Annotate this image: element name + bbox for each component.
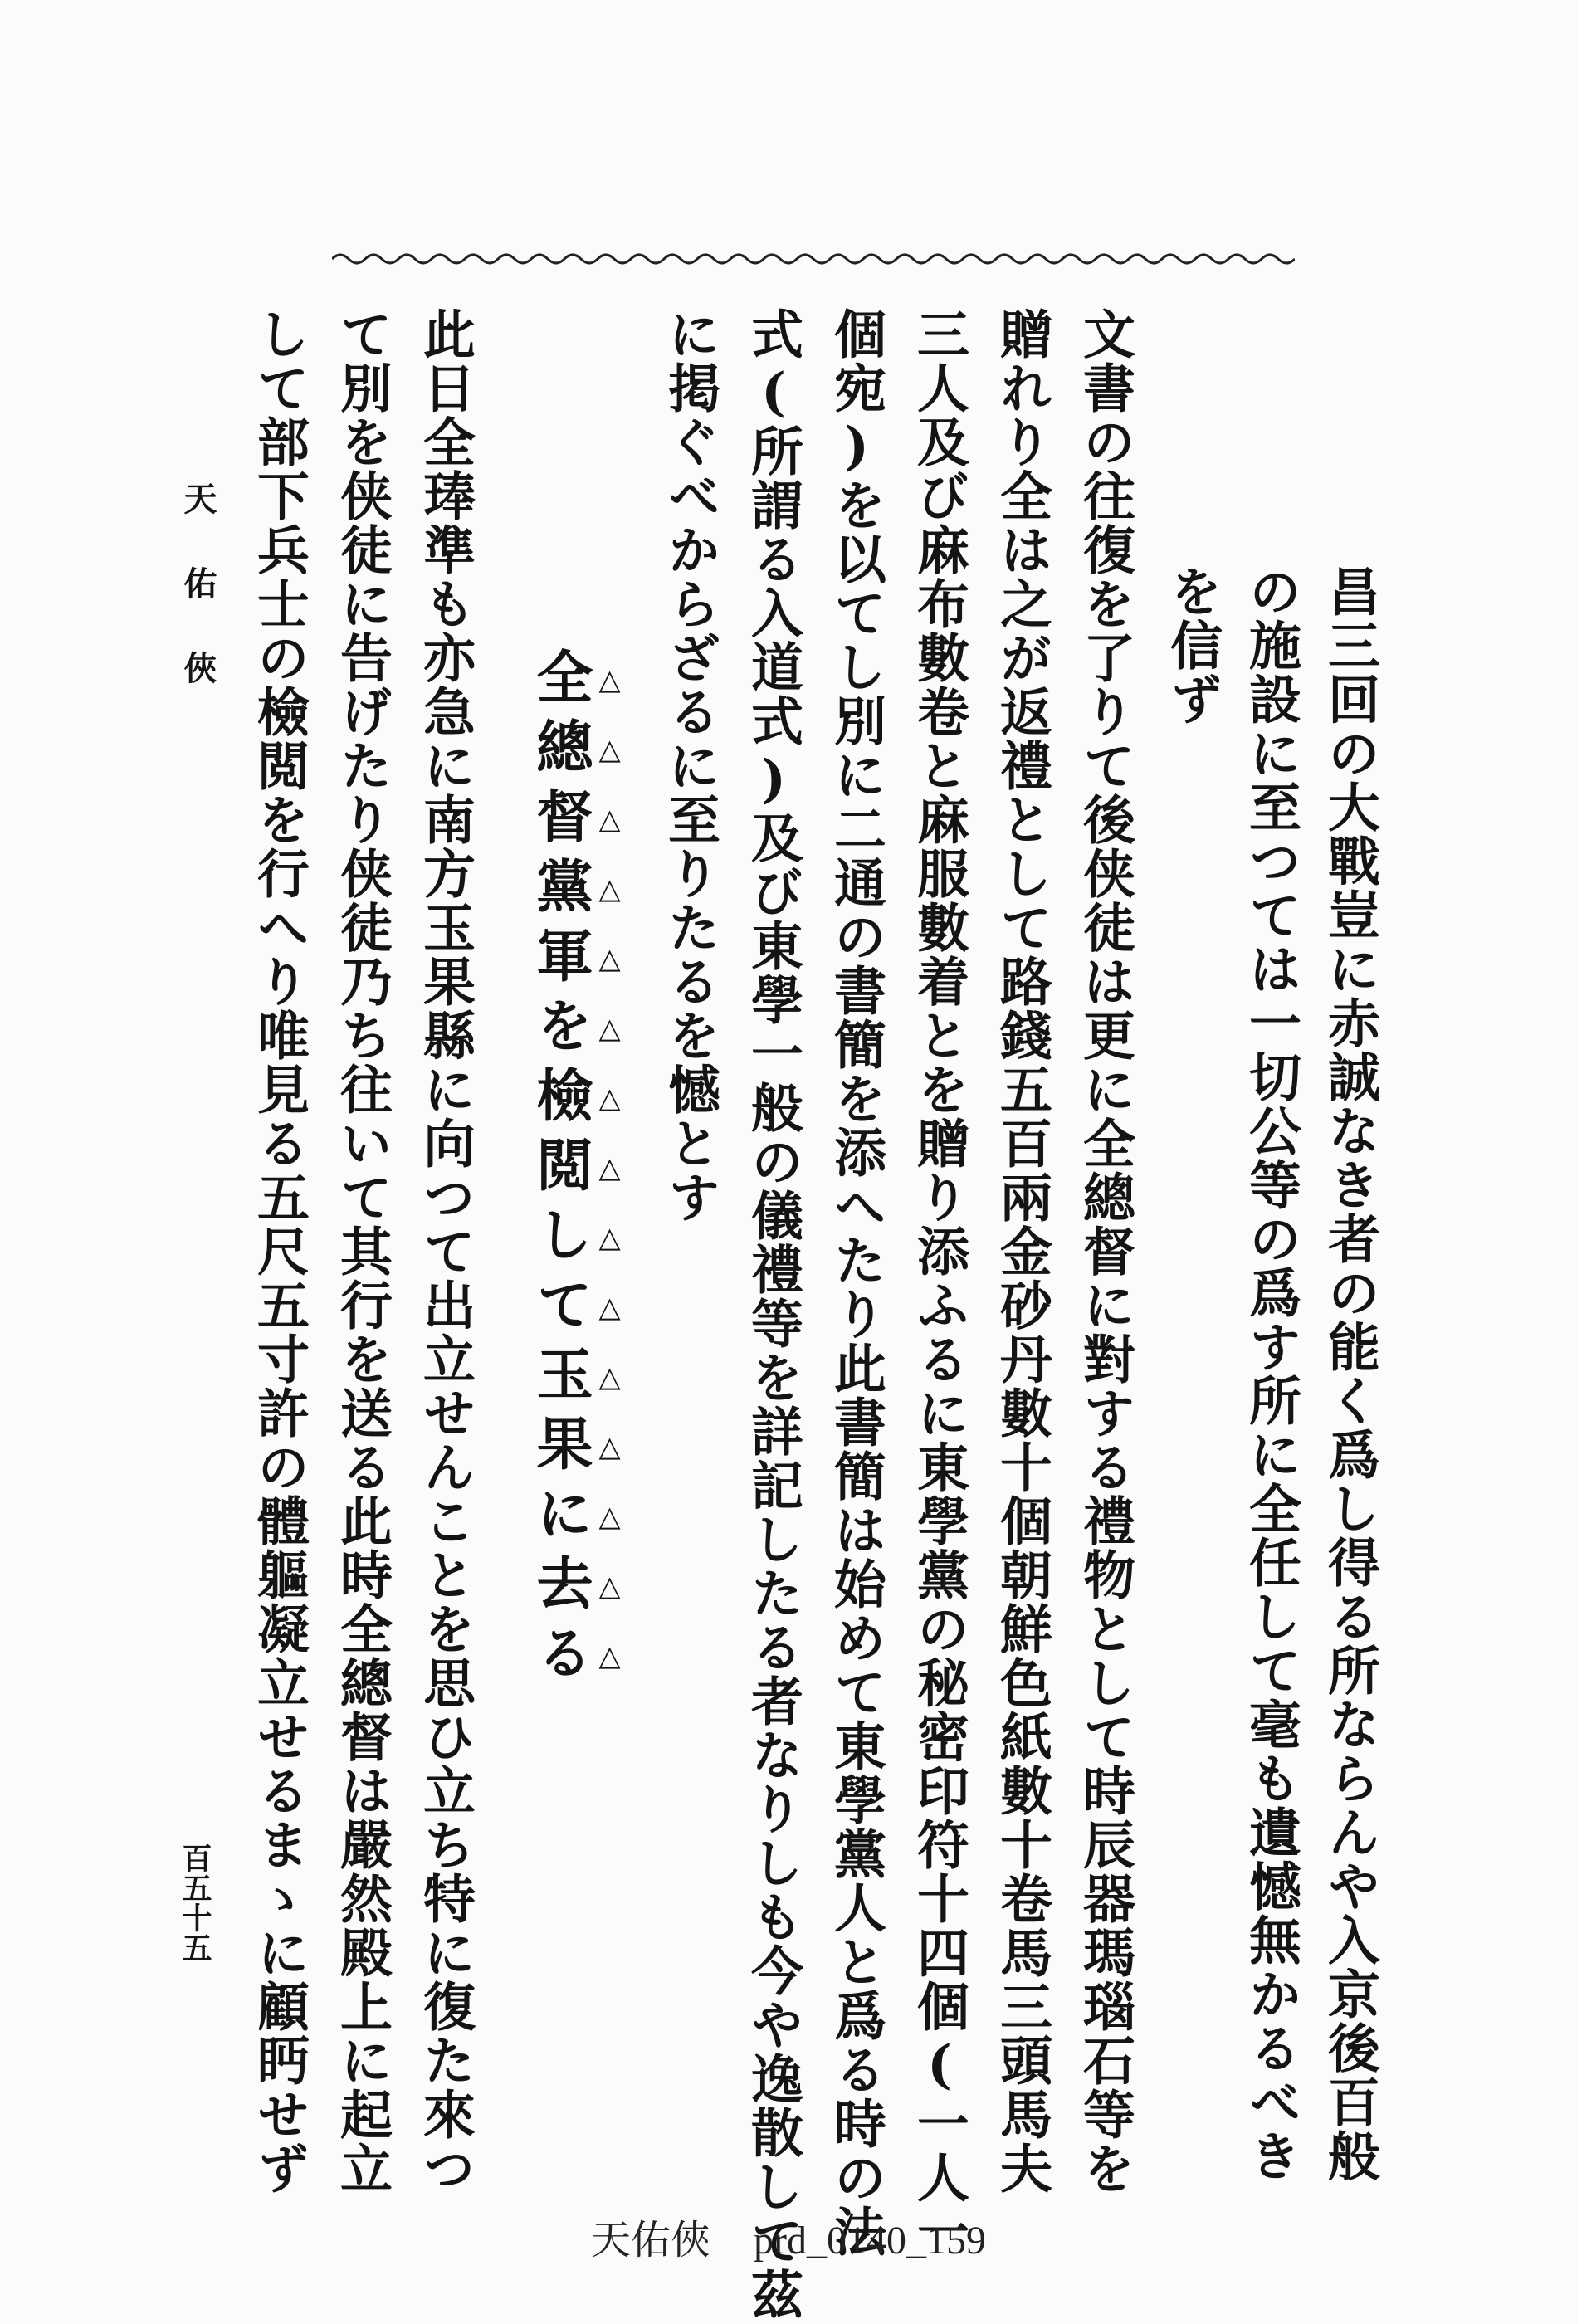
text-column: を信ず — [1162, 564, 1223, 726]
text-column: 贈れり全は之が返禮として路錢五百兩金砂丹數十個朝鮮色紙數十卷馬三頭馬夫 — [992, 307, 1053, 2195]
text-column: 式(所謂る入道式)及び東學一般の儀禮等を詳記したる者なりしも今や逸散して茲 — [743, 307, 804, 2322]
text-column: の施設に至つては一切公等の爲す所に全任して毫も遺憾無かるべき — [1241, 564, 1302, 2183]
text-column: 昌三回の大戰豈に赤誠なき者の能く爲し得る所ならんや入京後百般 — [1320, 564, 1381, 2183]
footer-caption: 天佑俠 prd_0140_159 — [591, 2219, 986, 2263]
text-column: して部下兵士の檢閲を行へり唯見る五尺五寸許の體軀凝立せるまゝに顧眄せず — [249, 307, 310, 2195]
text-column: 個宛)を以てし別に二通の書簡を添へたり此書簡は始めて東學黨人と爲る時の法 — [826, 307, 887, 2258]
text-column: に掲ぐべからざるに至りたるを憾とす — [660, 307, 721, 1224]
text-column: 三人及び麻布數卷と麻服數着とを贈り添ふるに東學黨の秘密印符十四個(一人一 — [909, 307, 970, 2258]
section-heading: 全總督黨軍を檢閲して玉果に去る — [527, 647, 593, 1693]
running-head: 天佑俠 — [178, 481, 217, 735]
text-column: 文書の往復を了りて後侠徒は更に全總督に對する禮物として時辰器瑪瑙石等を — [1075, 307, 1136, 2195]
wavy-rule — [332, 249, 1295, 269]
text-column: て別を侠徒に告げたり侠徒乃ち往いて其行を送る此時全總督は嚴然殿上に起立 — [332, 307, 393, 2195]
text-column: 此日全琫準も亦急に南方玉果縣に向つて出立せんことを思ひ立ち特に復た來つ — [415, 307, 476, 2195]
page-number: 百五十五 — [178, 1843, 212, 1962]
